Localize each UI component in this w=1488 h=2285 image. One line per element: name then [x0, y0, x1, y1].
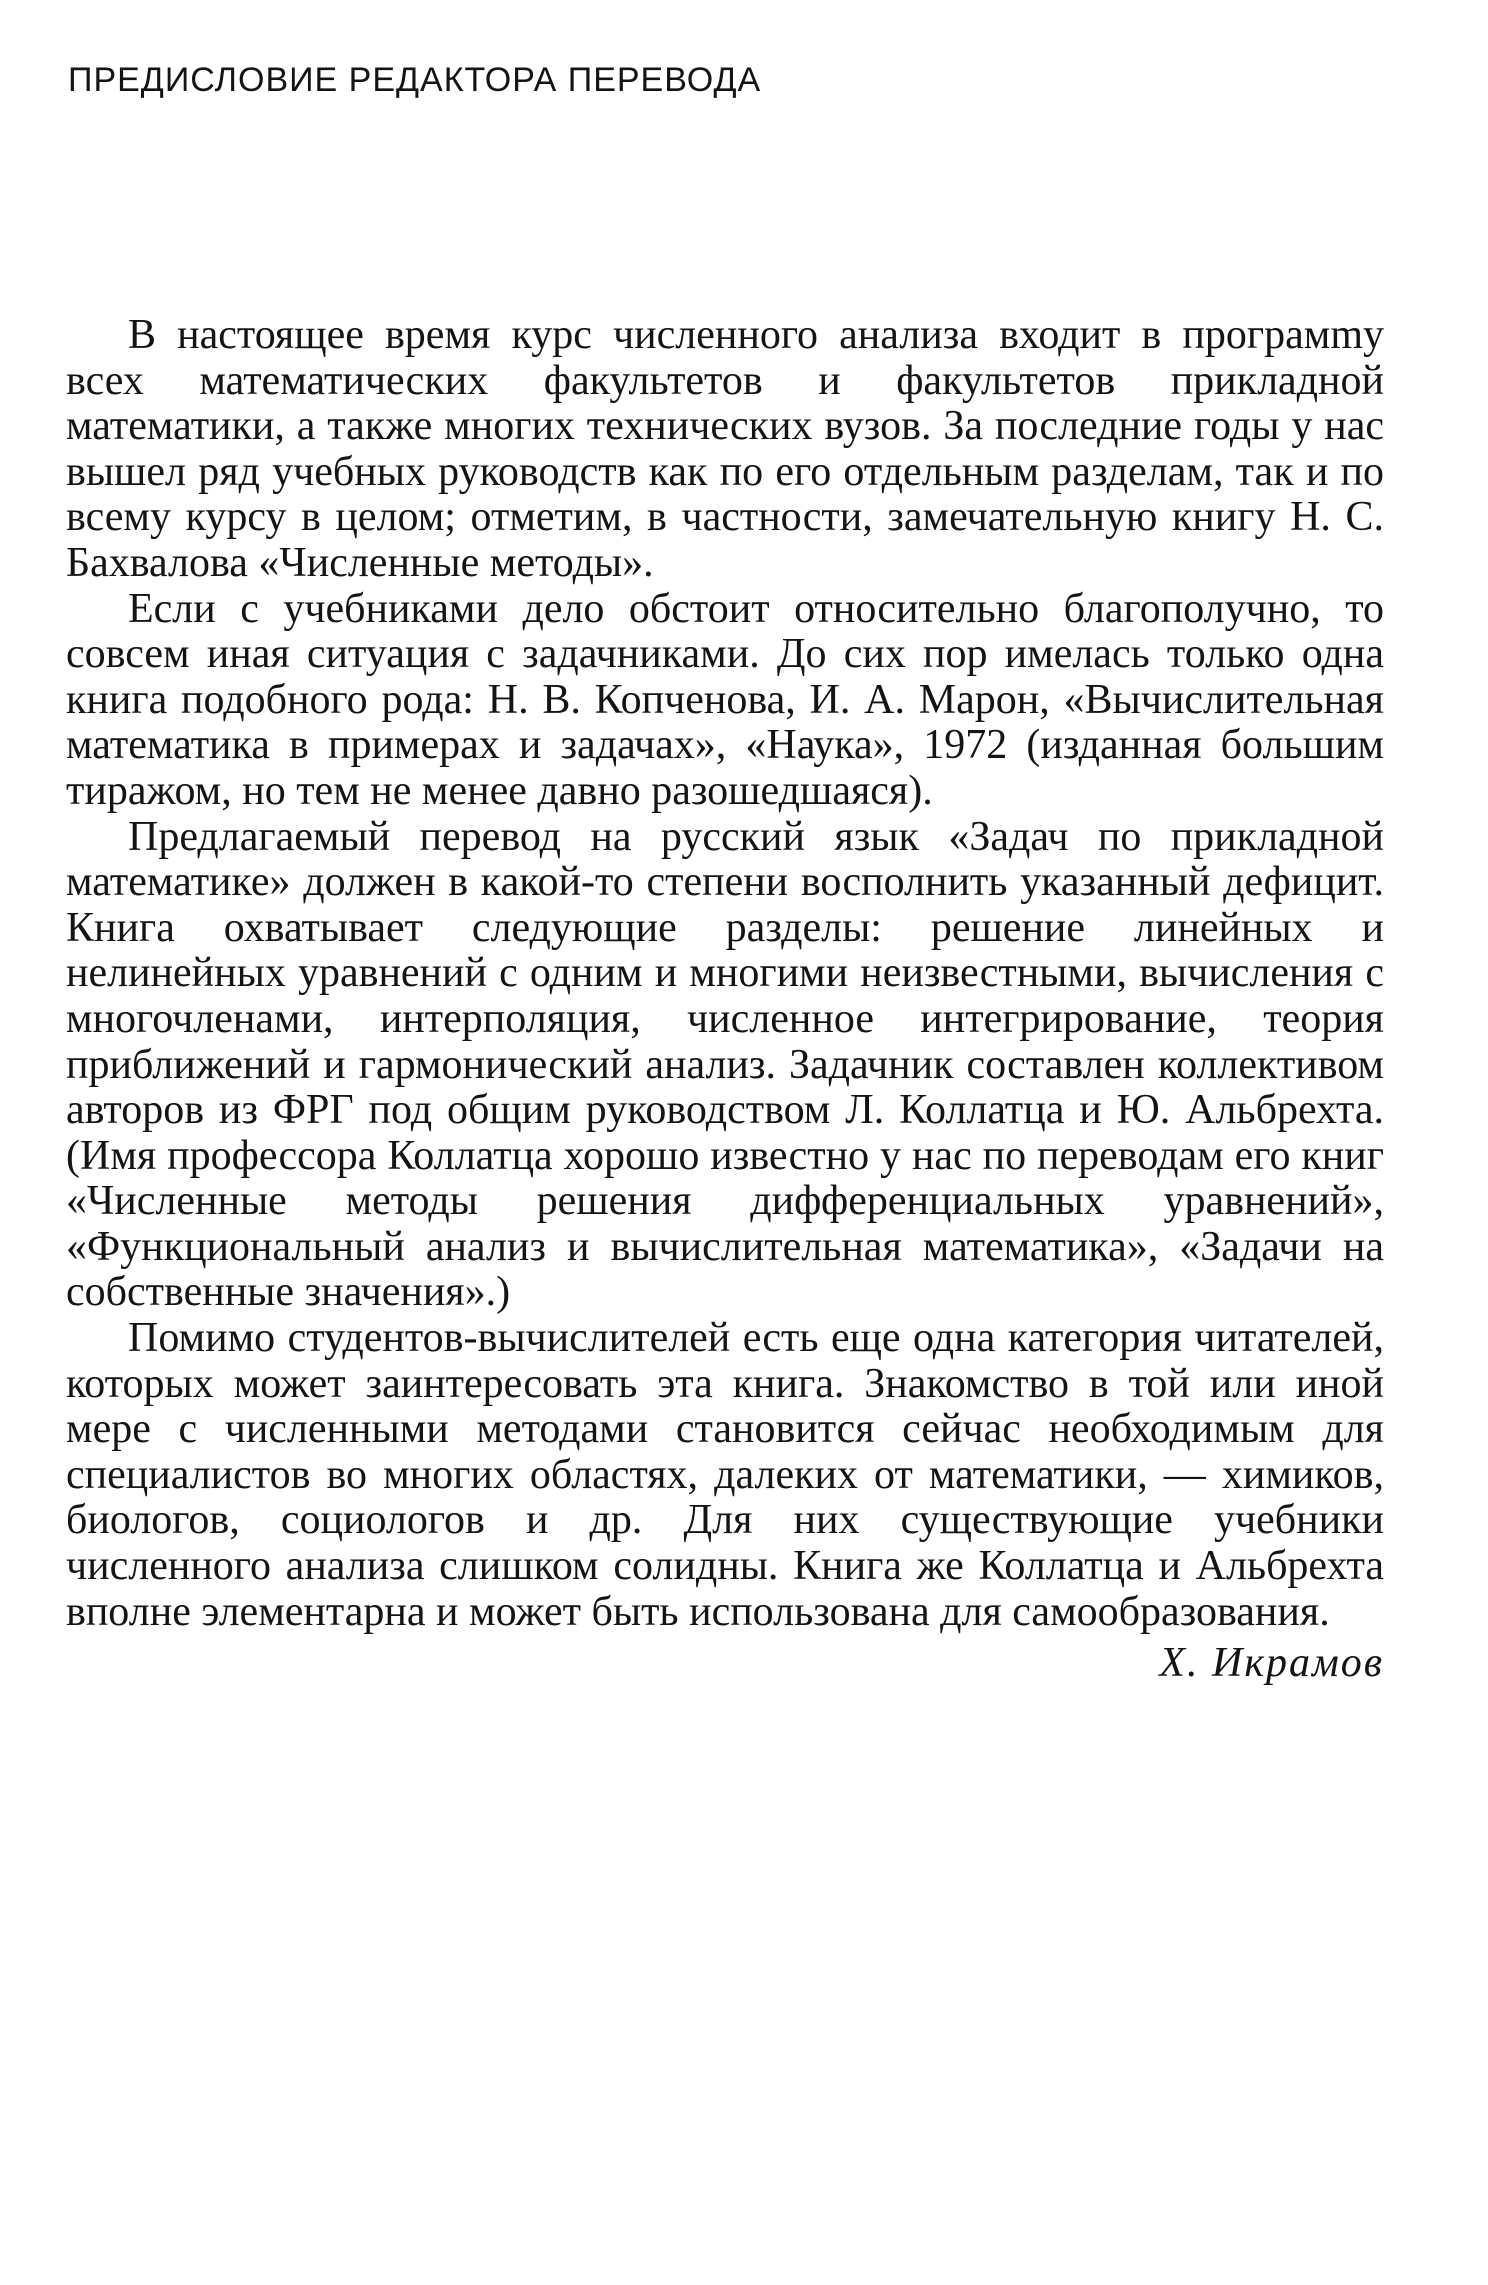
paragraph-4: Помимо студентов-вычислителей есть еще одна категория читателей, которых может заинтересовать эта книга. Знакомство в той или иной мере с численными методами становится сейчас необходимым для специалистов во многих областях, далеких от математики, — химиков, биологов, социологов и др. Для них существующие учебники численного анализа слишком солидны. Книга же Коллатца и Альбрехта вполне элементарна и может быть использована для самообразования. — [66, 1315, 1384, 1635]
paragraph-2: Если с учебниками дело обстоит относительно благополучно, то совсем иная ситуация с задачниками. До сих пор имелась только одна книга подобного рода: Н. В. Копченова, И. А. Марон, «Вычислительная математика в примерах и задачах», «Наука», 1972 (изданная большим тиражом, но тем не менее давно разошедшаяся). — [66, 585, 1384, 814]
paragraph-1: В настоящее время курс численного анализа входит в програмmу всех математических факультетов и факультетов прикладной математики, а также многих технических вузов. За последние годы у нас вышел ряд учебных руководств как по его отдельным разделам, так и по всему курсу в целом; отметим, в частности, замечательную книгу Н. С. Бахвалова «Численные методы». — [66, 312, 1384, 586]
author-signature: Х. Икрамов — [1159, 1640, 1384, 1687]
page-title: ПРЕДИСЛОВИЕ РЕДАКТОРА ПЕРЕВОДА — [68, 61, 762, 99]
paragraph-3: Предлагаемый перевод на русский язык «Задач по прикладной математике» должен в какой-то степени восполнить указанный дефицит. Книга охватывает следующие разделы: решение линейных и нелинейных уравнений с одним и многими неизвестными, вычисления с многочленами, интерполяция, численное интегрирование, теория приближений и гармонический анализ. Задачник составлен коллективом авторов из ФРГ под общим руководством Л. Коллатца и Ю. Альбрехта. (Имя профессора Коллатца хорошо известно у нас по переводам его книг «Численные методы решения дифференциальных уравнений», «Функциональный анализ и вычислительная математика», «Задачи на собственные значения».) — [66, 813, 1384, 1316]
preface-body — [66, 313, 1384, 1687]
